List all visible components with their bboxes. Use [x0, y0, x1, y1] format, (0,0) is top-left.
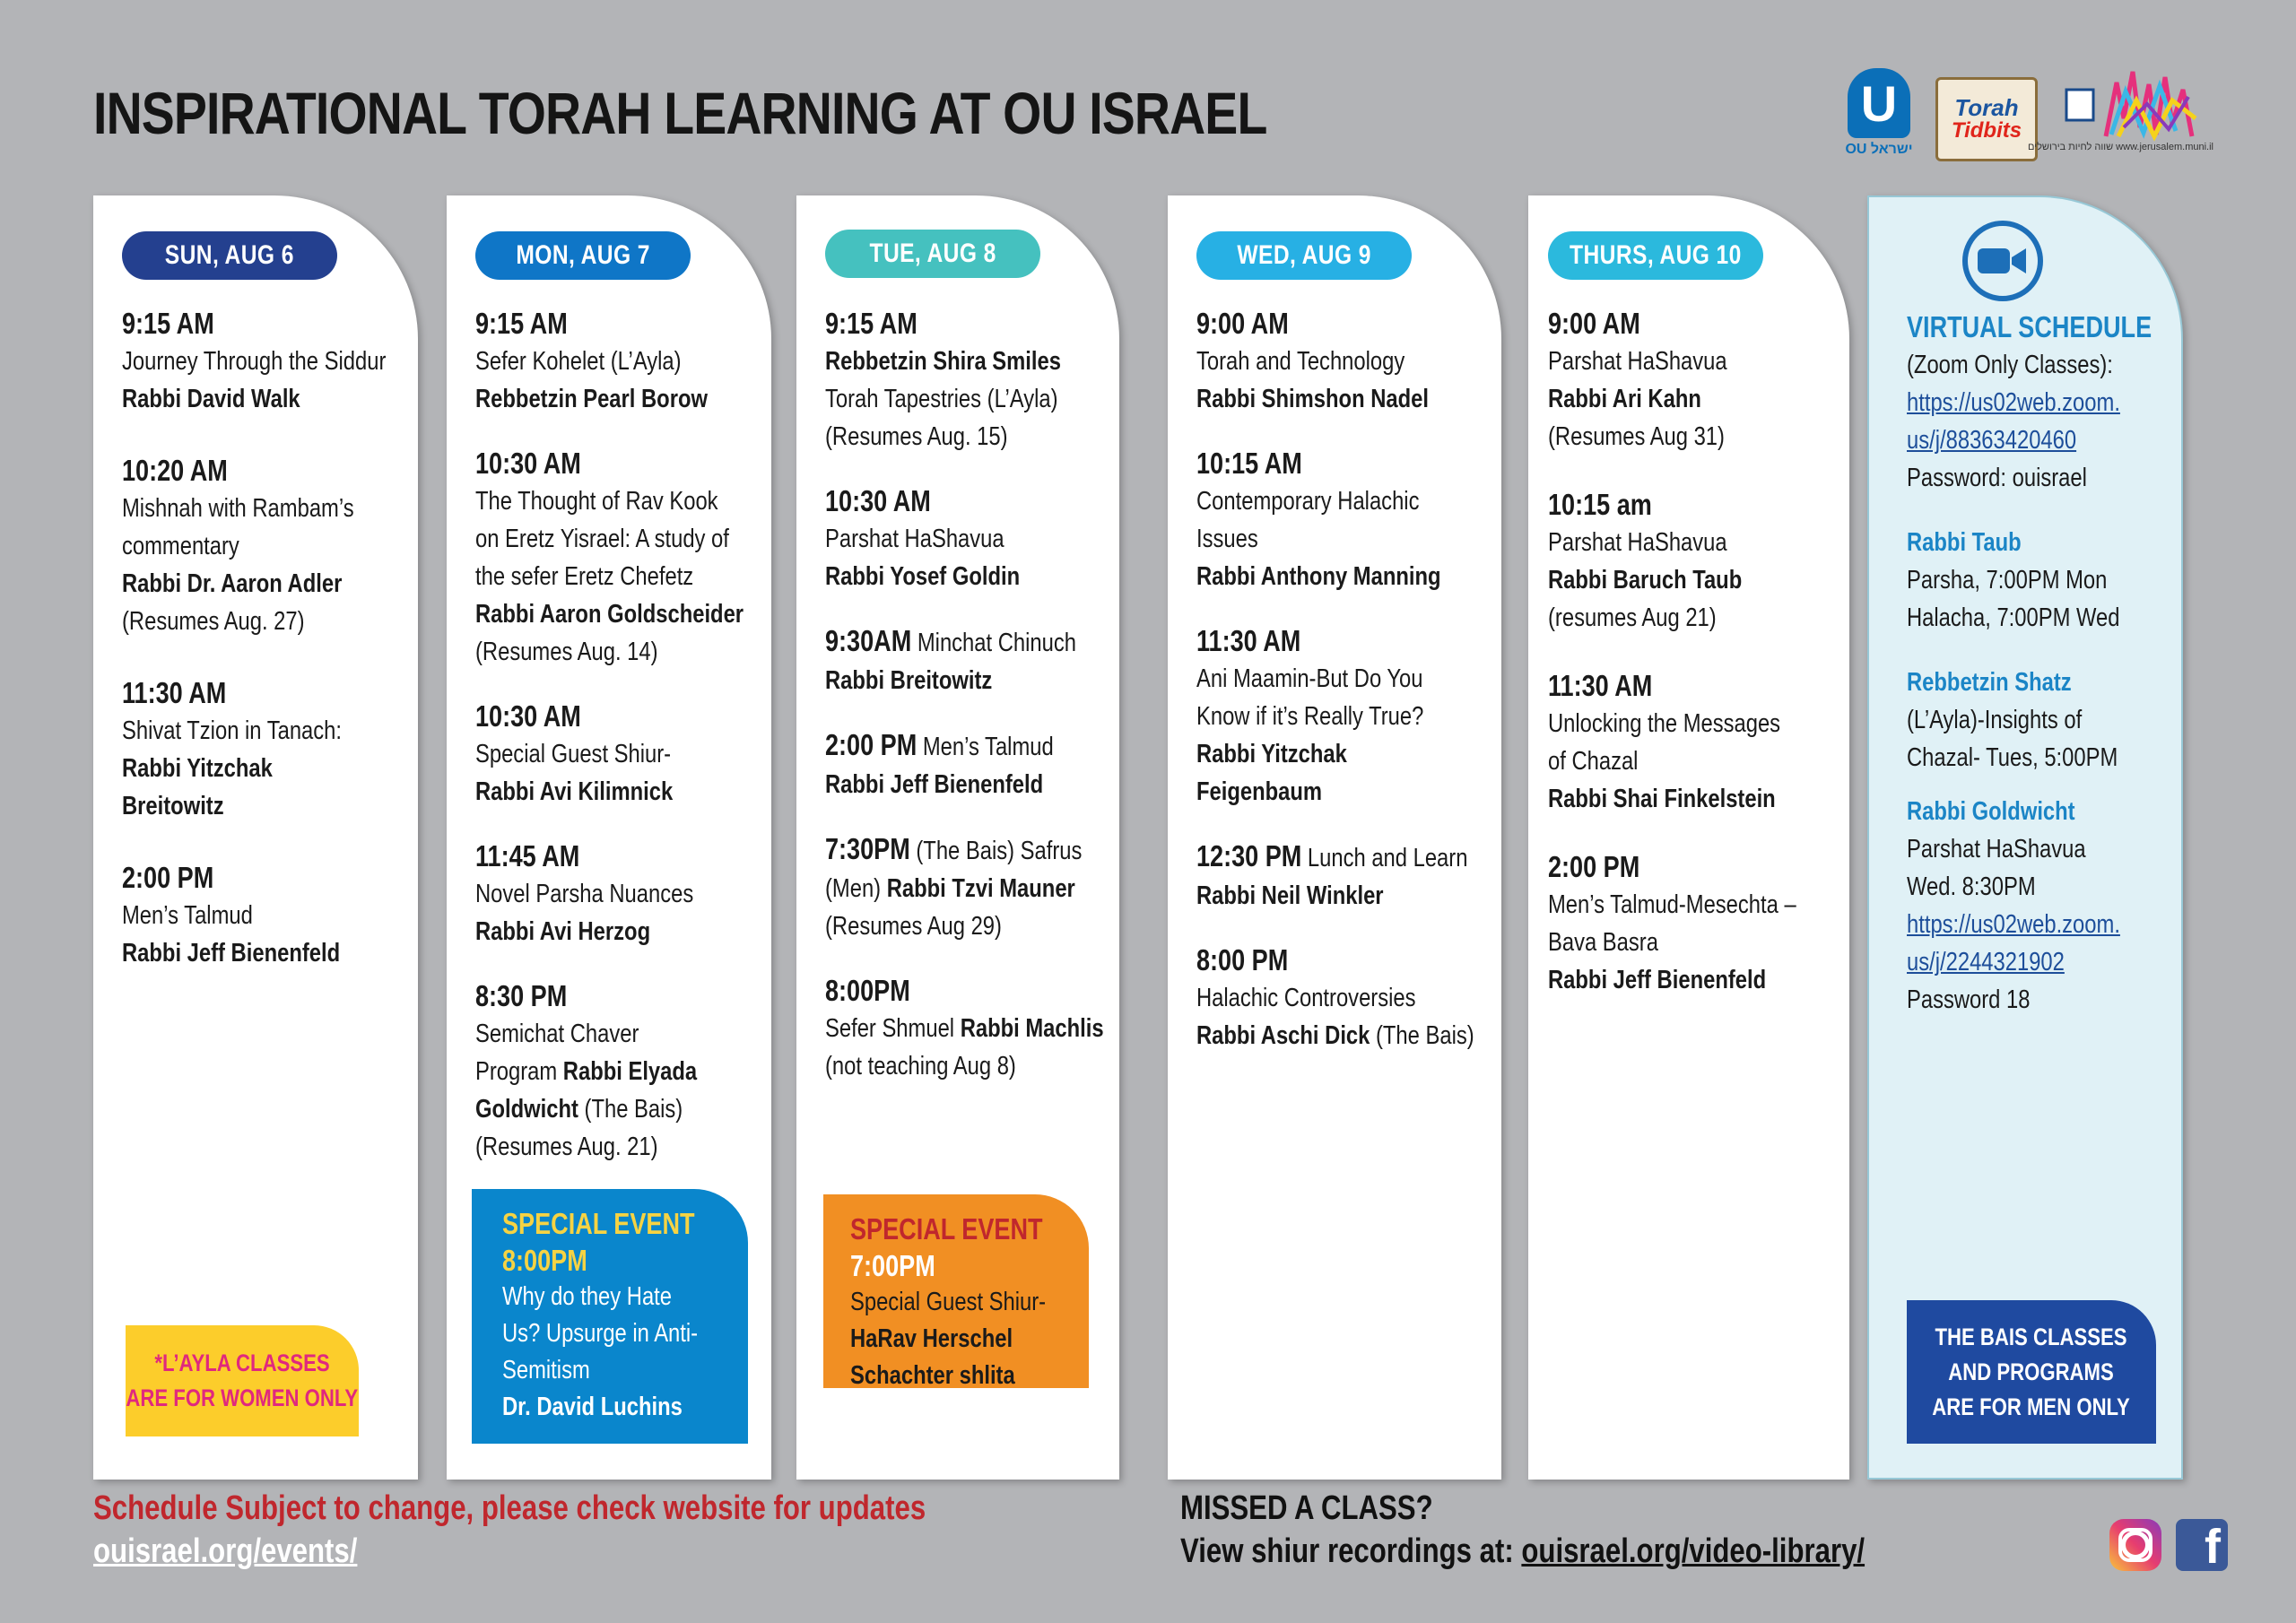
class-entry — [825, 972, 1103, 1085]
class-speaker: Rabbi Anthony Manning — [1196, 562, 1441, 591]
class-title: of Chazal — [1548, 747, 1639, 776]
zoom-link-2[interactable]: https://us02web.zoom. — [1907, 910, 2120, 939]
virtual-time: Halacha, 7:00PM Wed — [1907, 603, 2120, 632]
class-time-inline: 2:00 PM Men’s Talmud — [825, 728, 1054, 761]
virtual-speaker: Rebbetzin Shatz — [1907, 668, 2072, 697]
event-heading: SPECIAL EVENT — [850, 1212, 1043, 1245]
class-entry — [1548, 486, 1833, 637]
footer-right — [1180, 1487, 2015, 1573]
event-speaker: Schachter shlita — [850, 1361, 1015, 1390]
event-speaker: HaRav Herschel — [850, 1324, 1013, 1353]
class-speaker: Feigenbaum — [1196, 777, 1323, 806]
virtual-time: Wed. 8:30PM — [1907, 872, 2036, 901]
virtual-subheading: (Zoom Only Classes): — [1907, 351, 2113, 379]
class-speaker: Rabbi Neil Winkler — [1196, 881, 1384, 910]
ou-logo-text: OU ישראל — [1845, 142, 1913, 157]
day-card-wed — [1168, 195, 1501, 1480]
class-speaker: Rabbi Baruch Taub — [1548, 566, 1743, 595]
event-time: 8:00PM — [502, 1244, 587, 1277]
class-title: Men’s Talmud-Mesechta – — [1548, 890, 1796, 919]
class-title: Shivat Tzion in Tanach: — [122, 716, 343, 745]
class-entry — [825, 830, 1103, 945]
jerusalem-municipality-logo — [2028, 65, 2213, 161]
event-title: Semitism — [502, 1356, 590, 1384]
class-note: (Resumes Aug. 21) — [475, 1133, 658, 1161]
schedule-change-notice: Schedule Subject to change, please check website for updates — [93, 1489, 926, 1527]
class-time-inline: 7:30PM (The Bais) Safrus — [825, 832, 1083, 865]
class-title: Sefer Kohelet (L’Ayla) — [475, 347, 682, 376]
day-entries-wed — [1196, 305, 1485, 1089]
note-line: AND PROGRAMS — [1948, 1358, 2115, 1385]
class-title: Journey Through the Siddur — [122, 347, 387, 376]
jerusalem-logo-text: שווה לחיות בירושלים www.jerusalem.muni.il — [2028, 142, 2213, 152]
class-time-inline: 12:30 PM Lunch and Learn — [1196, 839, 1468, 872]
class-title: Bava Basra — [1548, 928, 1658, 957]
bais-men-note — [1907, 1300, 2156, 1444]
class-note: (Resumes Aug 29) — [825, 912, 1002, 941]
class-speaker: Rabbi Yitzchak — [1196, 740, 1347, 768]
class-speaker: Rabbi Shai Finkelstein — [1548, 785, 1776, 813]
class-title-mixed: Program Rabbi Elyada — [475, 1057, 698, 1086]
class-entry — [122, 305, 402, 418]
class-speaker: Rabbi Ari Kahn — [1548, 385, 1701, 413]
class-speaker: Rabbi David Walk — [122, 385, 300, 413]
zoom-link-2[interactable]: us/j/2244321902 — [1907, 948, 2065, 976]
class-title: Parshat HaShavua — [1548, 347, 1727, 376]
class-speaker: Rabbi Aaron Goldscheider — [475, 600, 744, 629]
class-entry — [1196, 838, 1485, 915]
class-speaker: Rebbetzin Shira Smiles — [825, 347, 1061, 376]
class-time: 10:30 AM — [475, 699, 581, 733]
day-pill-wed: WED, AUG 9 — [1196, 231, 1412, 280]
day-card-tue — [796, 195, 1119, 1480]
class-speaker-mixed: (Men) Rabbi Tzvi Mauner — [825, 874, 1075, 903]
zoom-camera-graphic — [1978, 247, 2028, 275]
day-card-sun — [93, 195, 418, 1480]
class-title: Parshat HaShavua — [1548, 528, 1727, 557]
class-entry — [122, 859, 402, 972]
logo-bar — [1846, 65, 2213, 161]
event-time: 7:00PM — [850, 1249, 935, 1282]
note-line: THE BAIS CLASSES — [1935, 1323, 2128, 1350]
footer-left — [93, 1487, 1109, 1573]
class-time: 2:00 PM — [1548, 850, 1640, 883]
class-time: 10:15 AM — [1196, 447, 1302, 480]
recordings-line: View shiur recordings at: ouisrael.org/video-library/ — [1180, 1532, 1866, 1570]
class-speaker: Rebbetzin Pearl Borow — [475, 385, 708, 413]
torah-tidbits-line2: Tidbits — [1951, 118, 2022, 143]
day-pill-thu: THURS, AUG 10 — [1548, 231, 1763, 280]
class-title: the sefer Eretz Chefetz — [475, 562, 694, 591]
class-entry — [1196, 305, 1485, 418]
torah-tidbits-line1: Torah — [1954, 94, 2019, 121]
zoom-link-1[interactable]: us/j/88363420460 — [1907, 426, 2077, 455]
class-time: 8:00PM — [825, 974, 910, 1007]
class-entry — [825, 305, 1103, 456]
day-card-thu — [1528, 195, 1849, 1480]
page-title: INSPIRATIONAL TORAH LEARNING AT OU ISRAEL — [93, 80, 1267, 146]
class-entry — [122, 674, 402, 825]
class-entry — [1548, 305, 1833, 456]
ou-israel-logo — [1846, 68, 1912, 161]
virtual-block — [1907, 793, 2165, 1019]
class-time: 9:15 AM — [825, 307, 918, 340]
class-speaker: Rabbi Shimshon Nadel — [1196, 385, 1429, 413]
virtual-time: (L’Ayla)-Insights of — [1907, 706, 2083, 734]
day-entries-thu — [1548, 305, 1833, 1033]
special-event-tue — [823, 1194, 1089, 1388]
special-event-mon — [472, 1189, 748, 1444]
class-speaker: Rabbi Avi Herzog — [475, 917, 651, 946]
class-entry — [825, 726, 1103, 803]
class-entry — [475, 445, 755, 671]
virtual-speaker: Rabbi Goldwicht — [1907, 797, 2075, 826]
class-title: commentary — [122, 532, 239, 560]
class-time: 9:00 AM — [1548, 307, 1640, 340]
day-entries-mon — [475, 305, 755, 1200]
class-entry — [825, 482, 1103, 595]
class-entry — [825, 622, 1103, 699]
zoom-password-1: Password: ouisrael — [1907, 464, 2087, 492]
class-time-inline: 9:30AM Minchat Chinuch — [825, 624, 1076, 657]
class-title: Mishnah with Rambam’s — [122, 494, 354, 523]
class-title: The Thought of Rav Kook — [475, 487, 718, 516]
class-entry — [1548, 848, 1833, 999]
class-speaker-mixed: Rabbi Aschi Dick (The Bais) — [1196, 1021, 1474, 1050]
missed-class-heading: MISSED A CLASS? — [1180, 1489, 1433, 1527]
virtual-schedule-card — [1867, 195, 2183, 1480]
virtual-block — [1907, 308, 2165, 497]
class-time: 10:15 am — [1548, 488, 1652, 521]
class-time: 11:30 AM — [1548, 669, 1653, 702]
event-heading: SPECIAL EVENT — [502, 1207, 695, 1240]
event-title: Special Guest Shiur- — [850, 1288, 1047, 1316]
class-speaker: Rabbi Yitzchak — [122, 754, 273, 783]
class-entry — [475, 977, 755, 1166]
class-entry — [1196, 622, 1485, 811]
event-title: Why do they Hate — [502, 1282, 673, 1311]
class-time: 9:15 AM — [122, 307, 214, 340]
virtual-speaker: Rabbi Taub — [1907, 528, 2022, 557]
virtual-time: Parshat HaShavua — [1907, 835, 2086, 864]
class-time: 11:30 AM — [1196, 624, 1301, 657]
torah-tidbits-logo — [1935, 77, 2038, 161]
class-speaker: Rabbi Yosef Goldin — [825, 562, 1021, 591]
note-line: ARE FOR MEN ONLY — [1932, 1393, 2131, 1420]
class-time: 10:30 AM — [825, 484, 931, 517]
class-speaker-mixed: Goldwicht (The Bais) — [475, 1095, 683, 1124]
video-library-link[interactable]: ouisrael.org/video-library/ — [1521, 1532, 1866, 1570]
class-time: 9:15 AM — [475, 307, 568, 340]
zoom-link-1[interactable]: https://us02web.zoom. — [1907, 388, 2120, 417]
class-speaker-mixed: Sefer Shmuel Rabbi Machlis — [825, 1014, 1104, 1043]
class-note: (Resumes Aug 31) — [1548, 422, 1725, 451]
class-title: Semichat Chaver — [475, 1020, 639, 1048]
class-entry — [1196, 445, 1485, 595]
note-line: *L’AYLA CLASSES — [154, 1350, 330, 1376]
class-note: (Resumes Aug. 27) — [122, 607, 305, 636]
class-title: on Eretz Yisrael: A study of — [475, 525, 729, 553]
jerusalem-logo-graphic — [2061, 65, 2213, 142]
class-time: 10:30 AM — [475, 447, 581, 480]
class-title: Special Guest Shiur- — [475, 740, 672, 768]
class-entry — [475, 698, 755, 811]
class-title: Unlocking the Messages — [1548, 709, 1781, 738]
class-speaker: Rabbi Dr. Aaron Adler — [122, 569, 343, 598]
class-title: Torah and Technology — [1196, 347, 1405, 376]
class-time: 9:00 AM — [1196, 307, 1289, 340]
day-entries-tue — [825, 305, 1103, 1119]
virtual-time: Parsha, 7:00PM Mon — [1907, 566, 2108, 595]
class-title: Know if it’s Really True? — [1196, 702, 1424, 731]
class-entry — [122, 452, 402, 640]
class-note: (resumes Aug 21) — [1548, 603, 1717, 632]
day-pill-sun: SUN, AUG 6 — [122, 231, 337, 280]
class-entry — [1548, 667, 1833, 818]
note-line: ARE FOR WOMEN ONLY — [126, 1384, 359, 1411]
class-speaker: Rabbi Jeff Bienenfeld — [825, 770, 1044, 799]
class-time: 8:00 PM — [1196, 943, 1289, 976]
class-title: Halachic Controversies — [1196, 984, 1416, 1012]
event-title: Us? Upsurge in Anti- — [502, 1319, 699, 1348]
facebook-icon[interactable]: f — [2176, 1519, 2228, 1571]
class-note: (Resumes Aug. 15) — [825, 422, 1008, 451]
virtual-block — [1907, 664, 2165, 777]
virtual-block — [1907, 524, 2165, 637]
day-entries-sun — [122, 305, 402, 1006]
class-speaker: Rabbi Avi Kilimnick — [475, 777, 674, 806]
class-entry — [475, 838, 755, 950]
day-pill-mon: MON, AUG 7 — [475, 231, 691, 280]
class-title: Novel Parsha Nuances — [475, 880, 694, 908]
zoom-icon — [1962, 221, 2043, 301]
day-pill-tue: TUE, AUG 8 — [825, 230, 1040, 278]
virtual-time: Chazal- Tues, 5:00PM — [1907, 743, 2118, 772]
class-speaker: Rabbi Jeff Bienenfeld — [122, 939, 341, 968]
class-title: Men’s Talmud — [122, 901, 253, 930]
class-entry — [1196, 942, 1485, 1055]
class-time: 10:20 AM — [122, 454, 228, 487]
class-title: Parshat HaShavua — [825, 525, 1004, 553]
class-title: Torah Tapestries (L’Ayla) — [825, 385, 1058, 413]
class-time: 2:00 PM — [122, 861, 214, 894]
class-speaker: Rabbi Jeff Bienenfeld — [1548, 966, 1767, 994]
virtual-heading: VIRTUAL SCHEDULE — [1907, 310, 2152, 343]
class-time: 8:30 PM — [475, 979, 568, 1012]
class-time: 11:45 AM — [475, 839, 580, 872]
events-link[interactable]: ouisrael.org/events/ — [93, 1532, 358, 1570]
class-note: (Resumes Aug. 14) — [475, 638, 658, 666]
ou-mark: U — [1848, 68, 1910, 138]
day-card-mon — [447, 195, 771, 1480]
social-links — [2109, 1519, 2228, 1571]
virtual-entries — [1907, 308, 2165, 1053]
class-title: Issues — [1196, 525, 1258, 553]
class-speaker: Breitowitz — [122, 792, 224, 820]
class-entry — [475, 305, 755, 418]
class-time: 11:30 AM — [122, 676, 227, 709]
instagram-icon[interactable] — [2109, 1519, 2161, 1571]
class-title: Ani Maamin-But Do You — [1196, 664, 1423, 693]
class-note: (not teaching Aug 8) — [825, 1052, 1016, 1081]
class-title: Contemporary Halachic — [1196, 487, 1420, 516]
zoom-password-2: Password 18 — [1907, 985, 2031, 1014]
layla-women-note — [126, 1325, 359, 1436]
event-speaker: Dr. David Luchins — [502, 1393, 683, 1421]
class-speaker: Rabbi Breitowitz — [825, 666, 993, 695]
